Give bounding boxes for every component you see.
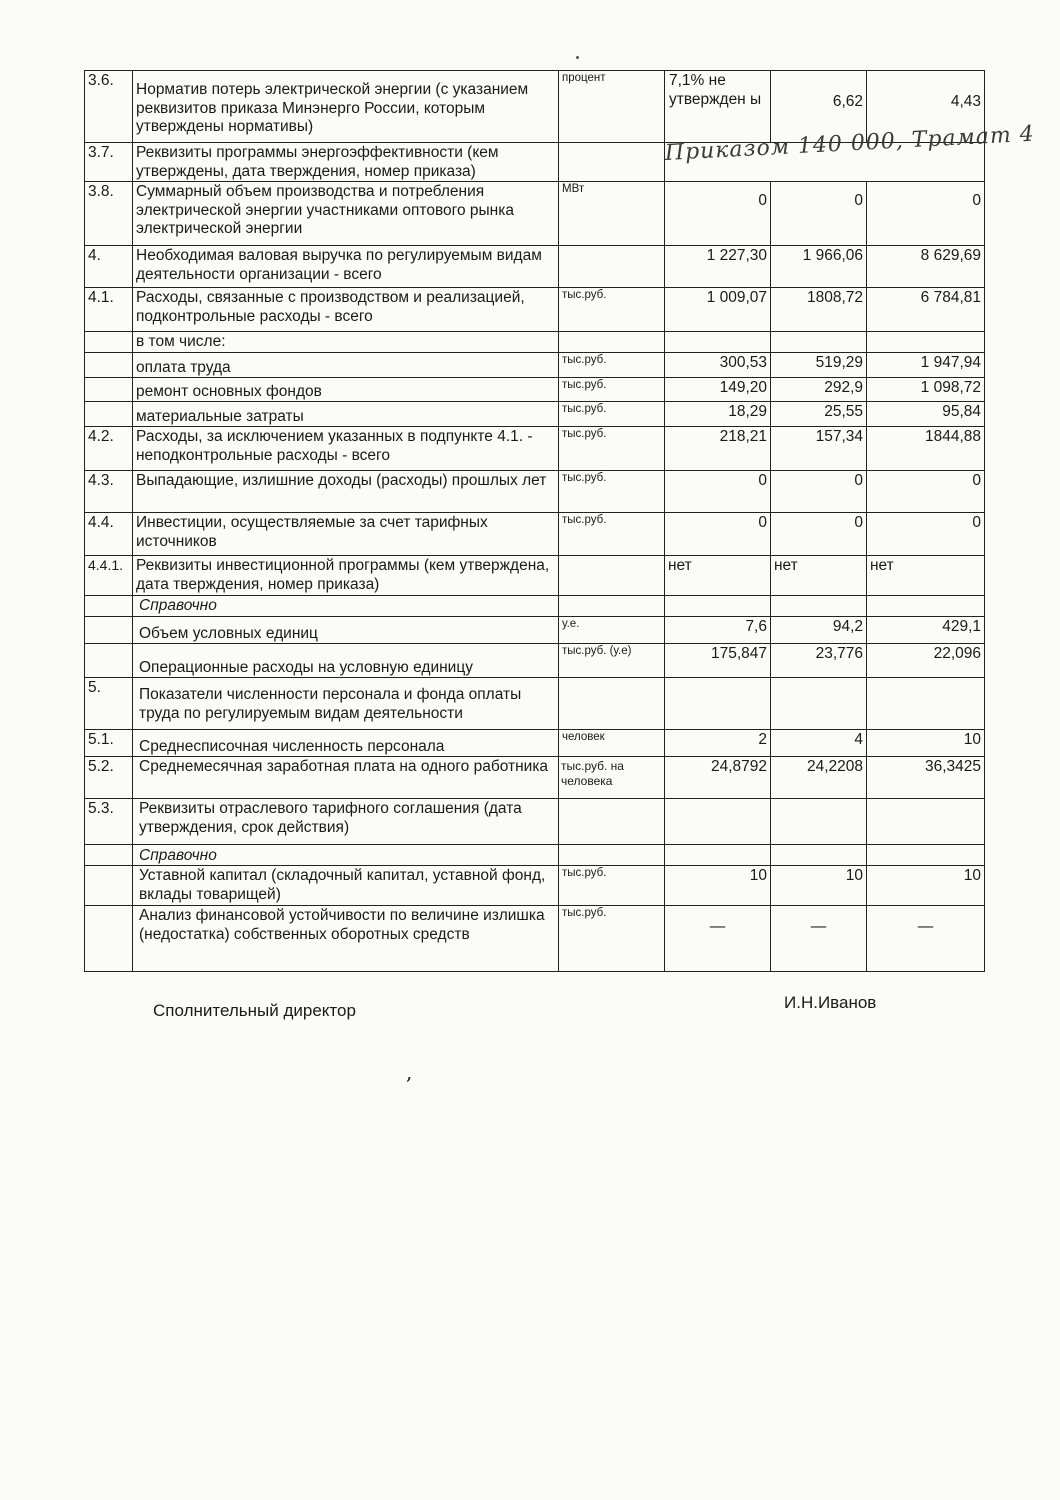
row-number: 5.3. <box>85 799 133 845</box>
row-name: Реквизиты отраслевого тарифного соглашения (дата утверждения, срок действия) <box>133 799 559 845</box>
row-number: 4.4.1. <box>85 556 133 596</box>
row-name: Среднесписочная численность персонала <box>133 730 559 757</box>
row-value-3: 0 <box>867 182 985 246</box>
table-row <box>85 845 985 866</box>
row-name: ремонт основных фондов <box>133 378 559 402</box>
row-name: Уставной капитал (складочный капитал, уставной фонд, вклады товарищей) <box>133 866 559 906</box>
row-value-1: 18,29 <box>665 402 771 427</box>
table-row <box>85 353 985 378</box>
row-value-3 <box>867 678 985 730</box>
row-number: 5.1. <box>85 730 133 757</box>
table-row <box>85 246 985 288</box>
row-value-1: 149,20 <box>665 378 771 402</box>
table-row <box>85 471 985 513</box>
row-value-1: 7,1% не утвержден ы <box>665 71 771 143</box>
table-row <box>85 866 985 906</box>
row-value-3: — <box>867 906 985 972</box>
row-value-3: 0 <box>867 471 985 513</box>
row-unit: тыс.руб. <box>559 288 665 332</box>
row-value-1 <box>665 596 771 617</box>
row-value-2: 0 <box>771 513 867 556</box>
row-value-3: 10 <box>867 730 985 757</box>
row-value-3: 1 947,94 <box>867 353 985 378</box>
row-value-3: 0 <box>867 513 985 556</box>
scan-mark <box>576 56 579 59</box>
row-value-2 <box>771 332 867 353</box>
row-unit: тыс.руб. <box>559 471 665 513</box>
row-value-1: 1 227,30 <box>665 246 771 288</box>
row-unit <box>559 332 665 353</box>
row-unit: тыс.руб. <box>559 866 665 906</box>
row-value-1: 300,53 <box>665 353 771 378</box>
row-name: Реквизиты инвестиционной программы (кем утверждена, дата тверждения, номер приказа) <box>133 556 559 596</box>
table-row <box>85 596 985 617</box>
row-unit <box>559 143 665 182</box>
signatory-position: Сполнительный директор <box>153 1001 356 1020</box>
row-value-3 <box>867 332 985 353</box>
row-number: 3.8. <box>85 182 133 246</box>
row-number: 4.2. <box>85 427 133 471</box>
table-row <box>85 513 985 556</box>
row-name: Необходимая валовая выручка по регулируемым видам деятельности организации - всего <box>133 246 559 288</box>
row-unit <box>559 678 665 730</box>
row-value-2: 94,2 <box>771 617 867 644</box>
row-value-2: 4 <box>771 730 867 757</box>
row-number <box>85 906 133 972</box>
row-value-2: нет <box>771 556 867 596</box>
row-value-2: 1 966,06 <box>771 246 867 288</box>
row-name: Расходы, связанные с производством и реализацией, подконтрольные расходы - всего <box>133 288 559 332</box>
row-name: Анализ финансовой устойчивости по величине излишка (недостатка) собственных оборотных средств <box>133 906 559 972</box>
table-row <box>85 678 985 730</box>
row-name: в том числе: <box>133 332 559 353</box>
row-value-1 <box>665 332 771 353</box>
row-value-1: 24,8792 <box>665 757 771 799</box>
row-unit: человек <box>559 730 665 757</box>
row-number: 4.4. <box>85 513 133 556</box>
row-number <box>85 845 133 866</box>
table-row <box>85 378 985 402</box>
table-row <box>85 288 985 332</box>
row-value-2: 1808,72 <box>771 288 867 332</box>
row-value-3: 429,1 <box>867 617 985 644</box>
table-row <box>85 402 985 427</box>
row-value-3 <box>867 799 985 845</box>
row-unit: тыс.руб. <box>559 427 665 471</box>
row-value-2: 157,34 <box>771 427 867 471</box>
row-name: Среднемесячная заработная плата на одного работника <box>133 757 559 799</box>
row-name: Суммарный объем производства и потребления электрической энергии участниками оптового рынка электрической энергии <box>133 182 559 246</box>
row-value-2: 6,62 <box>771 71 867 143</box>
row-name: Выпадающие, излишние доходы (расходы) прошлых лет <box>133 471 559 513</box>
row-value-1: 0 <box>665 513 771 556</box>
row-value-1: 1 009,07 <box>665 288 771 332</box>
row-unit: у.е. <box>559 617 665 644</box>
row-unit: тыс.руб. (у.е) <box>559 644 665 678</box>
row-value-1 <box>665 845 771 866</box>
row-unit: тыс.руб. на человека <box>559 757 665 799</box>
row-unit <box>559 246 665 288</box>
table-row <box>85 556 985 596</box>
row-value-1: 2 <box>665 730 771 757</box>
table-row <box>85 906 985 972</box>
row-name: Операционные расходы на условную единицу <box>133 644 559 678</box>
row-value-2: 519,29 <box>771 353 867 378</box>
row-name: Справочно <box>133 845 559 866</box>
row-number <box>85 378 133 402</box>
row-unit: тыс.руб. <box>559 353 665 378</box>
row-number: 4. <box>85 246 133 288</box>
row-number: 3.7. <box>85 143 133 182</box>
row-unit: МВт <box>559 182 665 246</box>
row-value-3: 6 784,81 <box>867 288 985 332</box>
row-unit <box>559 845 665 866</box>
tariff-table <box>84 70 1036 972</box>
row-value-1 <box>665 678 771 730</box>
row-value-1: 7,6 <box>665 617 771 644</box>
row-value-2: 292,9 <box>771 378 867 402</box>
row-number: 4.1. <box>85 288 133 332</box>
row-value-2 <box>771 678 867 730</box>
row-value-2 <box>771 845 867 866</box>
row-number: 4.3. <box>85 471 133 513</box>
row-number <box>85 353 133 378</box>
row-value-2: — <box>771 906 867 972</box>
row-number <box>85 644 133 678</box>
table-row <box>85 182 985 246</box>
row-value-3: 8 629,69 <box>867 246 985 288</box>
row-unit: тыс.руб. <box>559 402 665 427</box>
row-value-3: 10 <box>867 866 985 906</box>
row-value-3 <box>867 596 985 617</box>
row-name: Показатели численности персонала и фонда оплаты труда по регулируемым видам деятельности <box>133 678 559 730</box>
table-row <box>85 799 985 845</box>
handwritten-note-cell <box>664 121 1036 182</box>
row-value-2: 10 <box>771 866 867 906</box>
row-value-1: — <box>665 906 771 972</box>
row-unit <box>559 596 665 617</box>
row-value-2 <box>771 799 867 845</box>
row-value-2: 24,2208 <box>771 757 867 799</box>
row-value-1 <box>665 799 771 845</box>
row-number <box>85 402 133 427</box>
row-value-1: 0 <box>665 471 771 513</box>
row-name: Инвестиции, осуществляемые за счет тарифных источников <box>133 513 559 556</box>
row-unit <box>559 799 665 845</box>
row-number: 3.6. <box>85 71 133 143</box>
row-value-1: нет <box>665 556 771 596</box>
row-number <box>85 617 133 644</box>
row-name: Норматив потерь электрической энергии (с указанием реквизитов приказа Минэнерго России, которым утверждены нормативы) <box>133 71 559 143</box>
row-value-3: 1 098,72 <box>867 378 985 402</box>
row-value-2: 0 <box>771 471 867 513</box>
row-value-3: 22,096 <box>867 644 985 678</box>
row-unit: тыс.руб. <box>559 513 665 556</box>
table-row <box>85 143 985 182</box>
row-value-3: нет <box>867 556 985 596</box>
row-value-3: 1844,88 <box>867 427 985 471</box>
row-name: Объем условных единиц <box>133 617 559 644</box>
row-number: 5. <box>85 678 133 730</box>
row-value-1: 10 <box>665 866 771 906</box>
row-name: материальные затраты <box>133 402 559 427</box>
table-row <box>85 427 985 471</box>
handwritten-note: Приказом 140 000, Трамат 4 <box>664 121 1036 166</box>
row-value-1: 175,847 <box>665 644 771 678</box>
row-value-2 <box>771 596 867 617</box>
row-number <box>85 866 133 906</box>
table-row <box>85 617 985 644</box>
row-value-3: 36,3425 <box>867 757 985 799</box>
row-value-3 <box>867 845 985 866</box>
table-row <box>85 644 985 678</box>
row-unit: процент <box>559 71 665 143</box>
row-unit: тыс.руб. <box>559 378 665 402</box>
row-value-3: 4,43 <box>867 71 985 143</box>
row-unit <box>559 556 665 596</box>
row-value-1: 0 <box>665 182 771 246</box>
row-number <box>85 332 133 353</box>
row-value-2: 25,55 <box>771 402 867 427</box>
row-value-3: 95,84 <box>867 402 985 427</box>
table-row <box>85 332 985 353</box>
table-row <box>85 730 985 757</box>
row-name: Реквизиты программы энергоэффективности (кем утверждены, дата тверждения, номер приказа) <box>133 143 559 182</box>
signatory-name: И.Н.Иванов <box>784 993 877 1012</box>
row-value-2: 23,776 <box>771 644 867 678</box>
row-name: Расходы, за исключением указанных в подпункте 4.1. - неподконтрольные расходы - всего <box>133 427 559 471</box>
row-value-2: 0 <box>771 182 867 246</box>
row-unit: тыс.руб. <box>559 906 665 972</box>
row-value-1: 218,21 <box>665 427 771 471</box>
row-name: Справочно <box>133 596 559 617</box>
row-name: оплата труда <box>133 353 559 378</box>
row-number: 5.2. <box>85 757 133 799</box>
row-number <box>85 596 133 617</box>
table-row <box>85 757 985 799</box>
scan-mark: , <box>406 1060 413 1084</box>
